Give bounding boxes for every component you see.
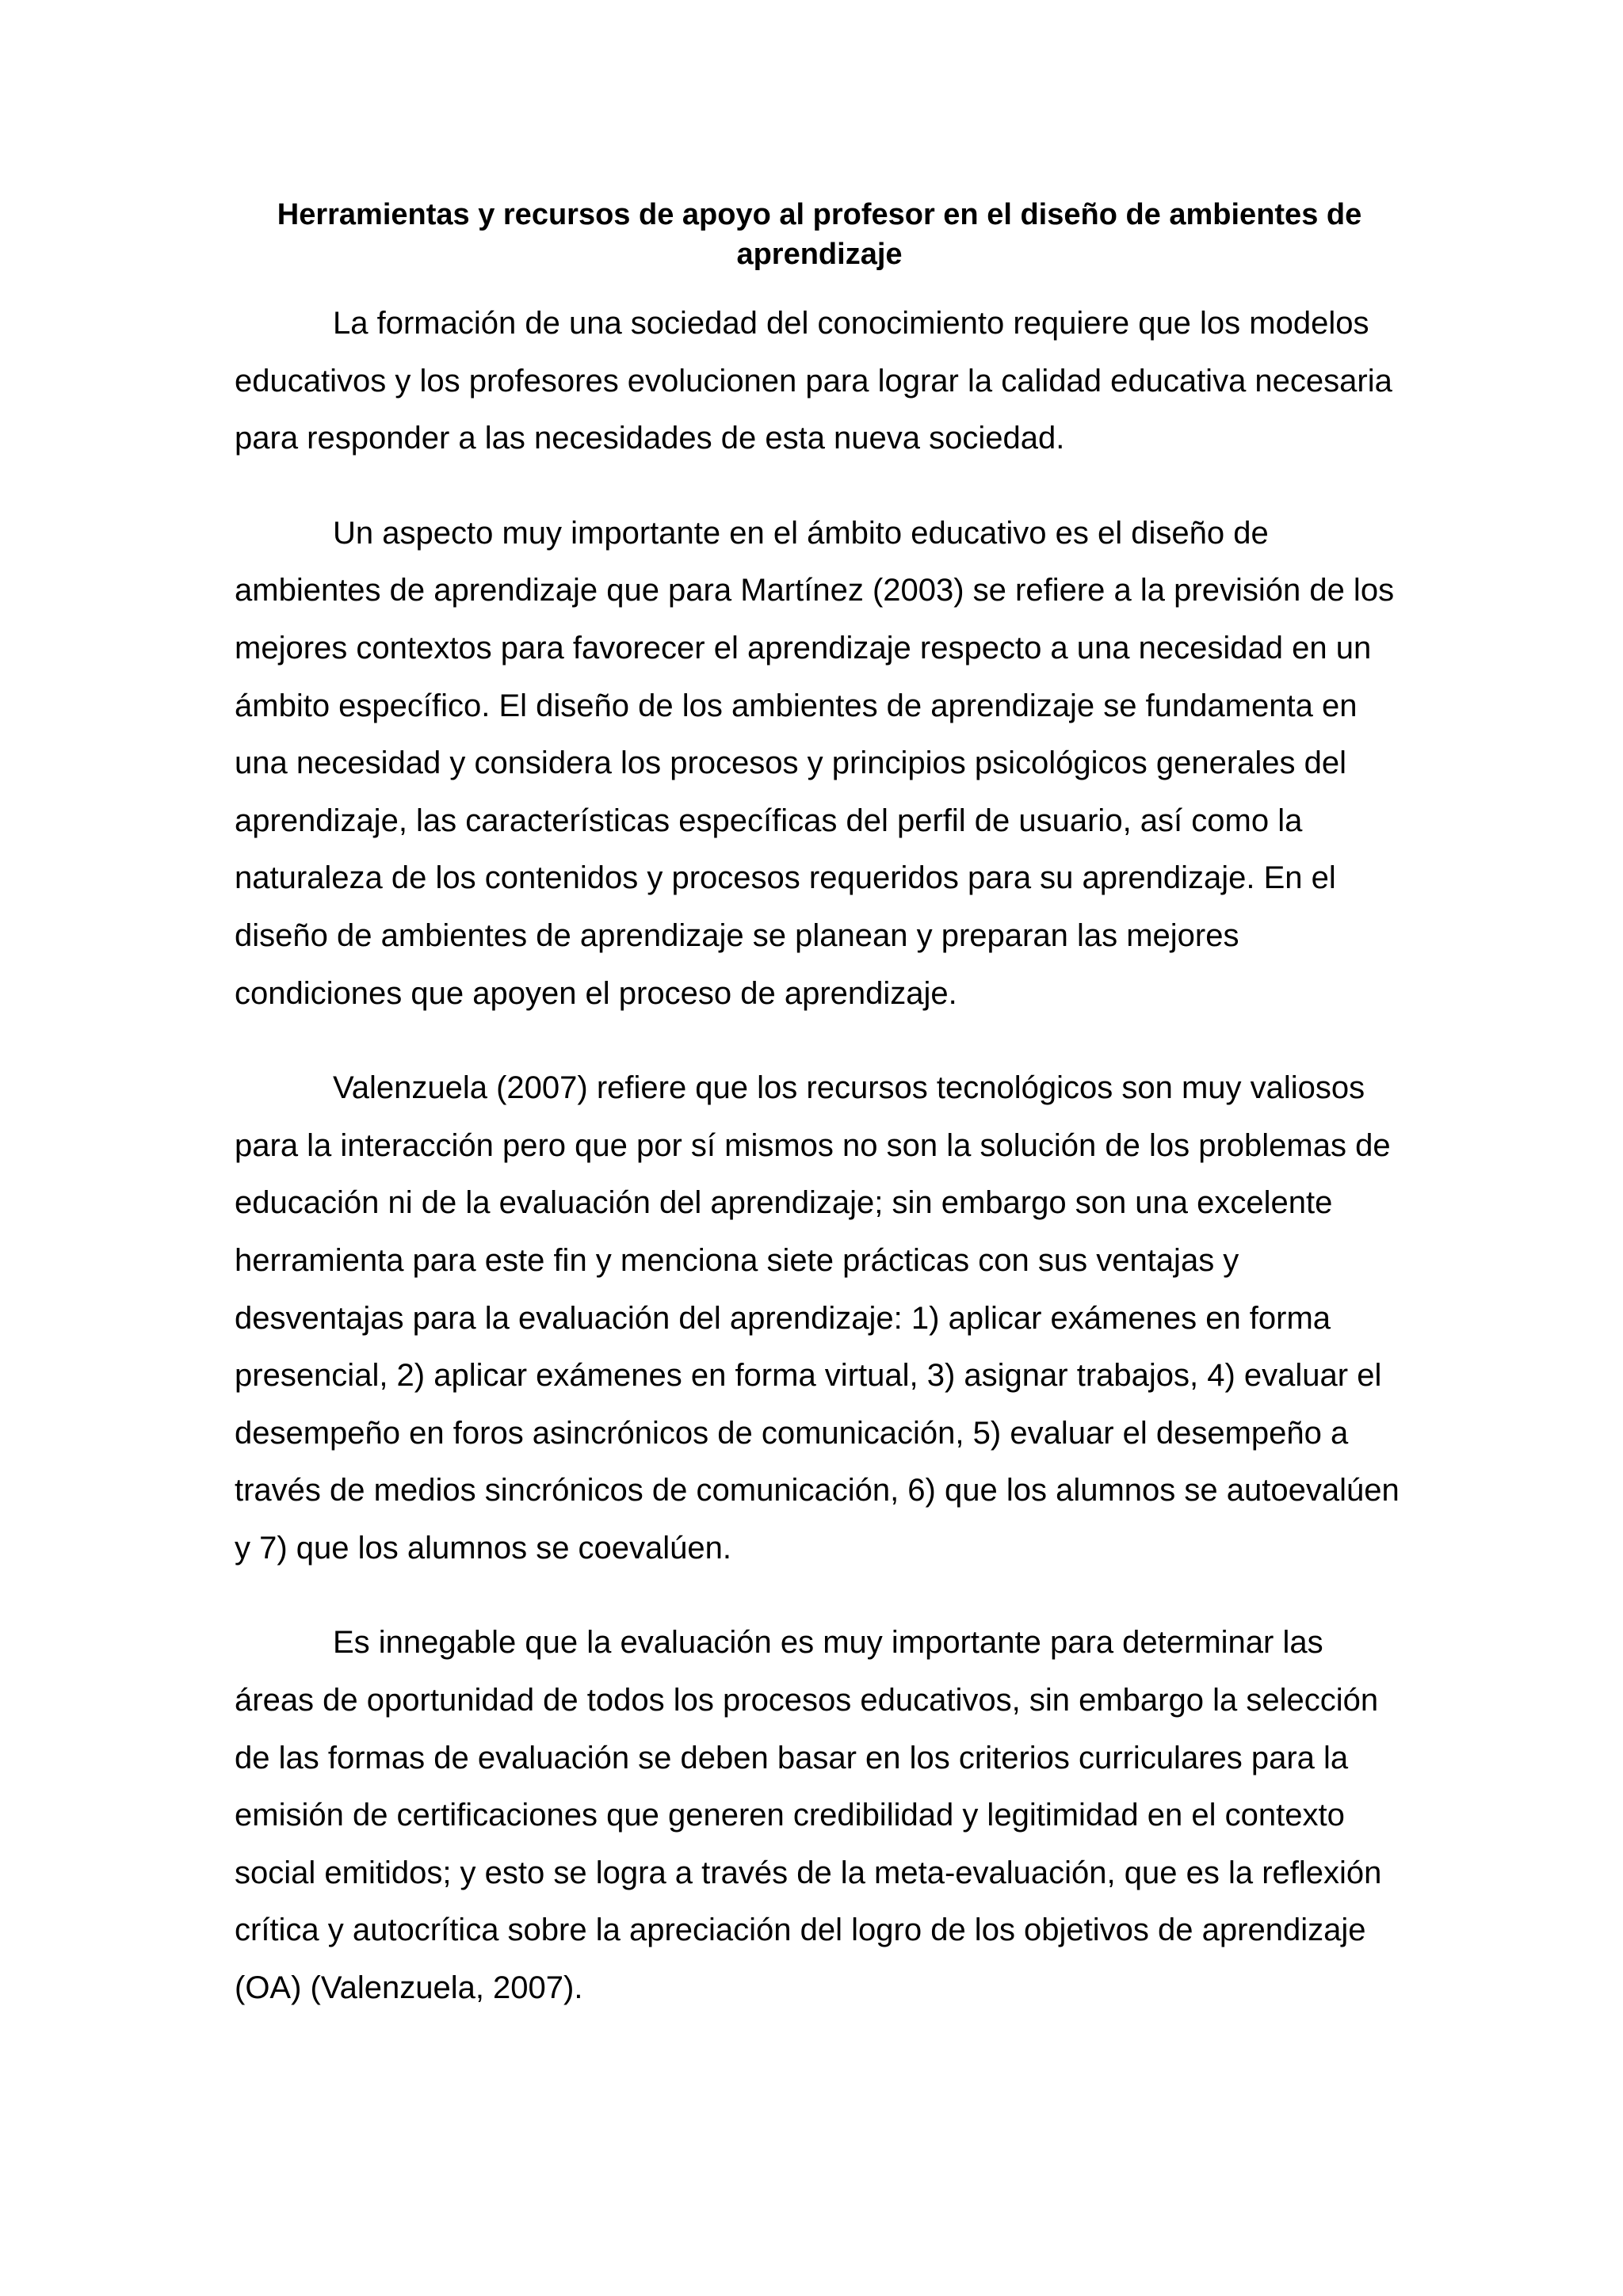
document-title: Herramientas y recursos de apoyo al profesor en el diseño de ambientes de aprendizaje <box>277 198 1362 271</box>
paragraph-4: Es innegable que la evaluación es muy importante para determinar las áreas de oportunidad de todos los procesos educativos, sin embargo la selección de las formas de evaluación se deben basar en los criterios curriculares para la emisión de certificaciones que generen credibilidad y legitimidad en el contexto social emitidos; y esto se logra a través de la meta-evaluación, que es la reflexión crítica y autocrítica sobre la apreciación del logro de los objetivos de aprendizaje (OA) (Valenzuela, 2007). <box>235 1625 1382 2006</box>
paragraph-3: Valenzuela (2007) refiere que los recursos tecnológicos son muy valiosos para la interacción pero que por sí mismos no son la solución de los problemas de educación ni de la evaluación del aprendizaje; sin embargo son una excelente herramienta para este fin y menciona siete prácticas con sus ventajas y desventajas para la evaluación del aprendizaje: 1) aplicar exámenes en forma presencial, 2) aplicar exámenes en forma virtual, 3) asignar trabajos, 4) evaluar el desempeño en foros asincrónicos de comunicación, 5) evaluar el desempeño a través de medios sincrónicos de comunicación, 6) que los alumnos se autoevalúen y 7) que los alumnos se coevalúen. <box>235 1070 1400 1566</box>
paragraph-1: La formación de una sociedad del conocimiento requiere que los modelos educativos y los profesores evolucionen para lograr la calidad educativa necesaria para responder a las necesidades de esta nueva sociedad. <box>235 306 1392 456</box>
paragraph-2: Un aspecto muy importante en el ámbito educativo es el diseño de ambientes de aprendizaje que para Martínez (2003) se refiere a la previsión de los mejores contextos para favorecer el aprendizaje respecto a una necesidad en un ámbito específico. El diseño de los ambientes de aprendizaje se fundamenta en una necesidad y considera los procesos y principios psicológicos generales del aprendizaje, las características específicas del perfil de usuario, así como la naturaleza de los contenidos y procesos requeridos para su aprendizaje. En el diseño de ambientes de aprendizaje se planean y preparan las mejores condiciones que apoyen el proceso de aprendizaje. <box>235 515 1395 1011</box>
document-body <box>235 190 1404 2017</box>
